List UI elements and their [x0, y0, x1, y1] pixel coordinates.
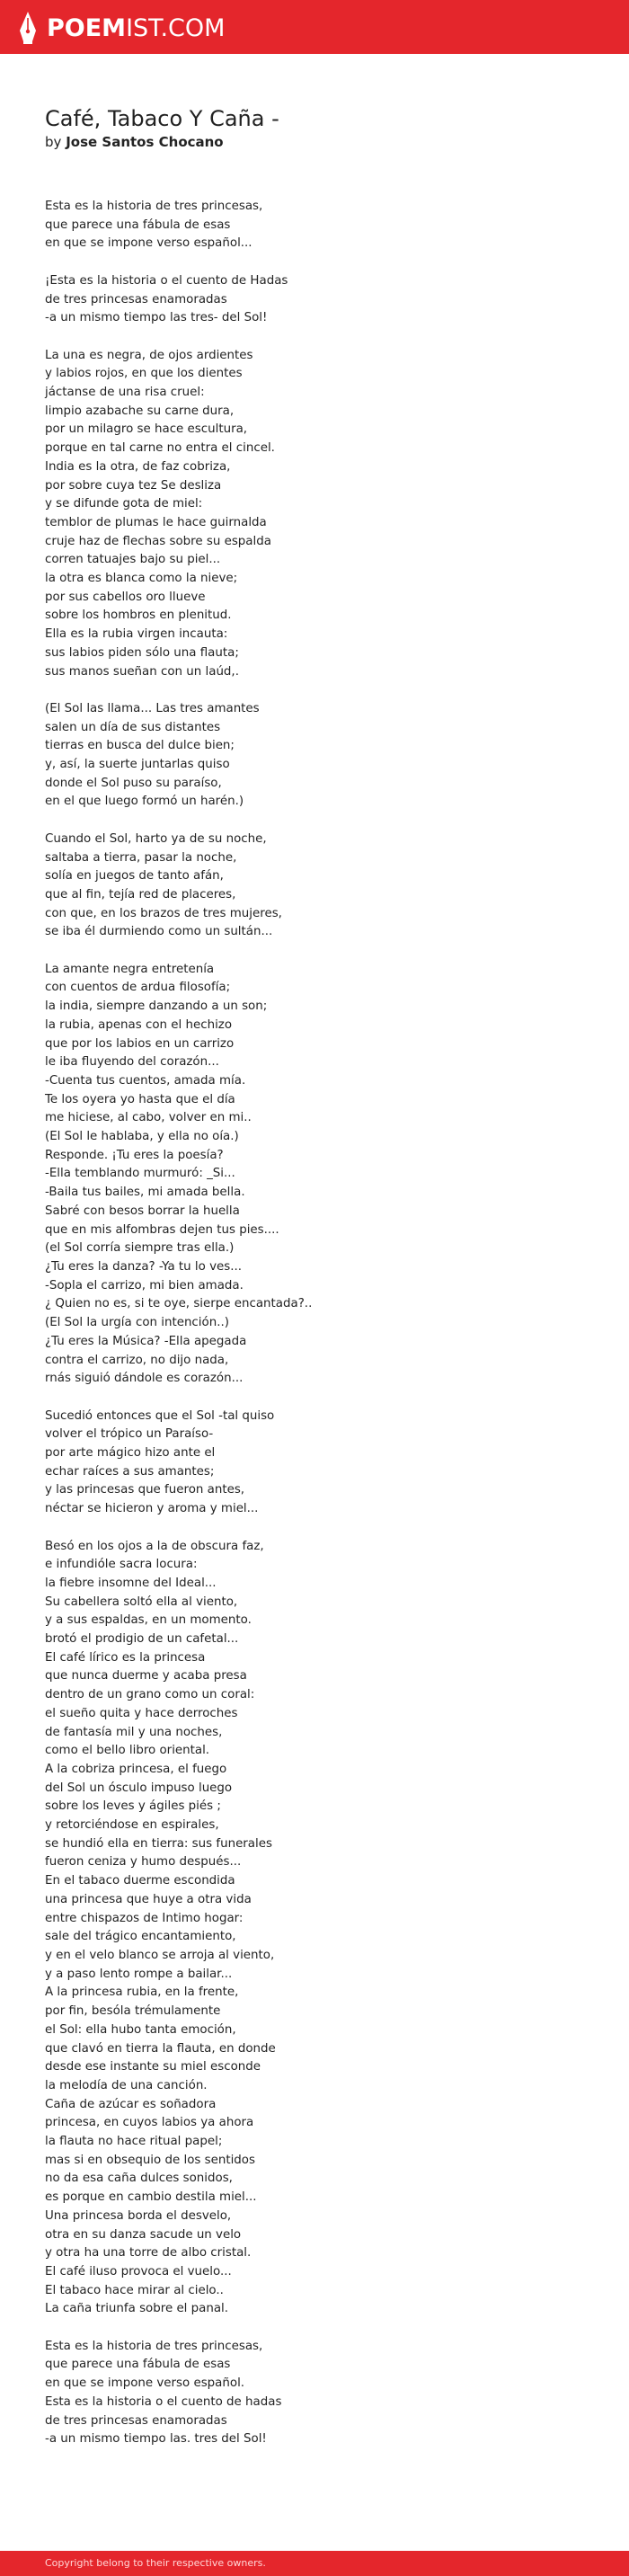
poem-line: ¿Tu eres la danza? -Ya tu lo ves... — [45, 1260, 242, 1274]
poem-line: y otra ha una torre de albo cristal. — [45, 2246, 252, 2261]
poem-line: y en el velo blanco se arroja al viento, — [45, 1948, 275, 1962]
poem-line: -a un mismo tiempo las. tres del Sol! — [45, 2432, 267, 2447]
poem-body — [45, 198, 584, 2468]
poem-line: dentro de un grano como un coral: — [45, 1688, 255, 1702]
poem-line: que por los labios en un carrizo — [45, 1036, 235, 1051]
poem-line: y las princesas que fueron antes, — [45, 1483, 245, 1497]
poem-line: A la princesa rubia, en la frente, — [45, 1985, 239, 2000]
poem-stanza — [45, 1408, 584, 1519]
poem-line: jáctanse de una risa cruel: — [45, 386, 205, 399]
poem-line: en que se impone verso español. — [45, 2376, 245, 2391]
poem-line: entre chispazos de Intimo hogar: — [45, 1911, 244, 1925]
poem-line: que parece una fábula de esas — [45, 2358, 231, 2372]
author-link[interactable]: Jose Santos Chocano — [66, 134, 224, 150]
poem-title: Café, Tabaco Y Caña - — [45, 106, 279, 131]
poem-line: una princesa que huye a otra vida — [45, 1892, 252, 1906]
poem-line: -Sopla el carrizo, mi bien amada. — [45, 1278, 244, 1292]
poem-line: ¡Esta es la historia o el cuento de Hadas — [45, 273, 288, 288]
poem-line: la india, siempre danzando a un son; — [45, 999, 268, 1014]
poem-line: salen un día de sus distantes — [45, 720, 221, 734]
poem-line: sale del trágico encantamiento, — [45, 1930, 236, 1944]
poem-stanza — [45, 198, 584, 253]
site-footer — [0, 2551, 629, 2576]
poem-line: de fantasía mil y una noches, — [45, 1725, 223, 1739]
poem-line: por sobre cuya tez Se desliza — [45, 478, 222, 493]
poem-line: La amante negra entretenía — [45, 962, 215, 976]
poem-line: que clavó en tierra la flauta, en donde — [45, 2041, 276, 2056]
poem-line: sobre los hombros en plenitud. — [45, 608, 232, 623]
poem-line: Sucedió entonces que el Sol -tal quiso — [45, 1408, 275, 1423]
poem-line: El café iluso provoca el vuelo... — [45, 2264, 232, 2278]
poem-stanza — [45, 272, 584, 328]
poem-line: -Cuenta tus cuentos, amada mía. — [45, 1073, 246, 1088]
poem-line: La caña triunfa sobre el panal. — [45, 2302, 229, 2316]
poem-line: la flauta no hace ritual papel; — [45, 2135, 223, 2149]
poem-line: (El Sol le hablaba, y ella no oía.) — [45, 1130, 239, 1144]
poem-line: echar raíces a sus amantes; — [45, 1464, 215, 1479]
poem-line: sus labios piden sólo una flauta; — [45, 645, 239, 660]
poem-line: desde ese instante su miel esconde — [45, 2060, 261, 2074]
poem-line: por fin, besóla trémulamente — [45, 2004, 221, 2019]
site-logo[interactable] — [18, 11, 225, 45]
poem-line: contra el carrizo, no dijo nada, — [45, 1353, 229, 1367]
logo-text — [47, 13, 226, 42]
poem-line: se iba él durmiendo como un sultán... — [45, 925, 273, 939]
poem-line: en el que luego formó un harén.) — [45, 795, 244, 809]
poem-line: (El Sol la urgía con intención..) — [45, 1316, 229, 1330]
poem-line: cruje haz de flechas sobre su espalda — [45, 534, 271, 548]
poem-line: en que se impone verso español... — [45, 236, 252, 251]
poem-line: Esta es la historia de tres princesas, — [45, 2339, 263, 2353]
poem-line: sobre los leves y ágiles piés ; — [45, 1799, 221, 1814]
poem-line: Una princesa borda el desvelo, — [45, 2208, 232, 2223]
poem-line: tierras en busca del dulce bien; — [45, 739, 235, 753]
poem-line: por un milagro se hace escultura, — [45, 422, 248, 437]
poem-line: A la cobriza princesa, el fuego — [45, 1762, 227, 1776]
poem-line: no da esa caña dulces sonidos, — [45, 2172, 233, 2186]
poem-line: como el bello libro oriental. — [45, 1744, 210, 1758]
poem-line: (el Sol corría siempre tras ella.) — [45, 1241, 235, 1256]
poem-line: corren tatuajes bajo su piel... — [45, 553, 221, 567]
poem-line: y a paso lento rompe a bailar... — [45, 1967, 233, 1981]
poem-line: que nunca duerme y acaba presa — [45, 1669, 247, 1683]
poem-line: Besó en los ojos a la de obscura faz, — [45, 1539, 264, 1553]
poem-line: del Sol un ósculo impuso luego — [45, 1781, 233, 1795]
poem-line: el sueño quita y hace derroches — [45, 1706, 238, 1720]
poem-line: Su cabellera soltó ella al viento, — [45, 1594, 238, 1609]
poem-line: princesa, en cuyos labios ya ahora — [45, 2116, 254, 2130]
poem-line: temblor de plumas le hace guirnalda — [45, 515, 267, 529]
poem-stanza — [45, 1538, 584, 2320]
poem-line: Cuando el Sol, harto ya de su noche, — [45, 831, 267, 846]
poem-stanza — [45, 2338, 584, 2449]
poem-line: por sus cabellos oro llueve — [45, 590, 206, 604]
poem-line: y se difunde gota de miel: — [45, 497, 203, 511]
poem-line: se hundió ella en tierra: sus funerales — [45, 1836, 272, 1851]
by-label: by — [45, 134, 62, 150]
poem-line: que parece una fábula de esas — [45, 218, 231, 232]
poem-stanza — [45, 700, 584, 812]
poem-line: que al fin, tejía red de placeres, — [45, 887, 236, 902]
poem-line: la fiebre insomne del Ideal... — [45, 1576, 217, 1590]
poem-line: Sabré con besos borrar la huella — [45, 1204, 240, 1218]
poem-line: La una es negra, de ojos ardientes — [45, 348, 253, 362]
poem-line: por arte mágico hizo ante el — [45, 1446, 216, 1461]
poem-line: y a sus espaldas, en un momento. — [45, 1613, 252, 1628]
poem-line: la otra es blanca como la nieve; — [45, 572, 238, 586]
poem-line: porque en tal carne no entra el cincel. — [45, 441, 275, 456]
poem-line: ¿ Quien no es, si te oye, sierpe encantada?.. — [45, 1297, 313, 1311]
logo-text-bold: POEM — [47, 13, 127, 42]
poem-stanza — [45, 347, 584, 682]
poem-line: Te los oyera yo hasta que el día — [45, 1092, 235, 1106]
poem-line: Ella es la rubia virgen incauta: — [45, 627, 228, 642]
poem-line: rnás siguió dándole es corazón... — [45, 1372, 244, 1386]
poem-line: y retorciéndose en espirales, — [45, 1818, 219, 1833]
poem-line: la melodía de una canción. — [45, 2078, 208, 2092]
poem-line: mas si en obsequio de los sentidos — [45, 2153, 255, 2167]
poem-line: ¿Tu eres la Música? -Ella apegada — [45, 1334, 247, 1348]
poem-line: (El Sol las llama... Las tres amantes — [45, 701, 260, 715]
poem-line: con cuentos de ardua filosofía; — [45, 981, 231, 995]
poem-line: El café lírico es la princesa — [45, 1650, 206, 1665]
poem-line: y labios rojos, en que los dientes — [45, 367, 243, 381]
poem-line: saltaba a tierra, pasar la noche, — [45, 850, 237, 865]
poem-line: Esta es la historia o el cuento de hadas — [45, 2394, 282, 2409]
poem-line: de tres princesas enamoradas — [45, 292, 227, 306]
poem-line: solía en juegos de tanto afán, — [45, 869, 224, 884]
poem-line: brotó el prodigio de un cafetal... — [45, 1632, 239, 1647]
poem-line: le iba fluyendo del corazón... — [45, 1055, 219, 1070]
poem-stanza — [45, 831, 584, 942]
poem-line: Caña de azúcar es soñadora — [45, 2097, 217, 2111]
poem-line: néctar se hicieron y aroma y miel... — [45, 1502, 259, 1516]
poem-line: -a un mismo tiempo las tres- del Sol! — [45, 311, 268, 325]
poem-line: me hiciese, al cabo, volver en mi.. — [45, 1111, 252, 1125]
footer-copyright: Copyright belong to their respective owners. — [45, 2557, 266, 2569]
logo-text-light: IST.COM — [126, 13, 226, 42]
poem-line: con que, en los brazos de tres mujeres, — [45, 906, 282, 920]
poem-line: y, así, la suerte juntarlas quiso — [45, 758, 230, 772]
poem-line: El tabaco hace mirar al cielo.. — [45, 2283, 224, 2297]
poem-line: limpio azabache su carne dura, — [45, 404, 235, 418]
poem-line: e infundióle sacra locura: — [45, 1558, 198, 1572]
poem-line: fueron ceniza y humo después... — [45, 1855, 242, 1870]
poem-line: donde el Sol puso su paraíso, — [45, 776, 222, 790]
site-header — [0, 0, 629, 54]
poem-line: el Sol: ella hubo tanta emoción, — [45, 2022, 236, 2037]
poem-line: que en mis alfombras dejen tus pies.... — [45, 1222, 279, 1237]
poem-line: es porque en cambio destila miel... — [45, 2190, 257, 2205]
poem-line: Responde. ¡Tu eres la poesía? — [45, 1148, 224, 1162]
poem-line: Esta es la historia de tres princesas, — [45, 200, 263, 213]
poem-line: India es la otra, de faz cobriza, — [45, 459, 231, 474]
poem-line: de tres princesas enamoradas — [45, 2413, 227, 2428]
poem-line: -Ella temblando murmuró: _Si... — [45, 1167, 235, 1181]
poem-line: otra en su danza sacude un velo — [45, 2227, 242, 2242]
poem-line: la rubia, apenas con el hechizo — [45, 1017, 233, 1032]
poem-line: sus manos sueñan con un laúd,. — [45, 664, 239, 679]
poem-stanza — [45, 961, 584, 1389]
poem-byline — [45, 133, 224, 151]
fountain-pen-nib-icon — [18, 11, 38, 45]
poem-line: -Baila tus bailes, mi amada bella. — [45, 1186, 245, 1200]
poem-line: volver el trópico un Paraíso- — [45, 1427, 214, 1442]
poem-line: En el tabaco duerme escondida — [45, 1874, 235, 1888]
